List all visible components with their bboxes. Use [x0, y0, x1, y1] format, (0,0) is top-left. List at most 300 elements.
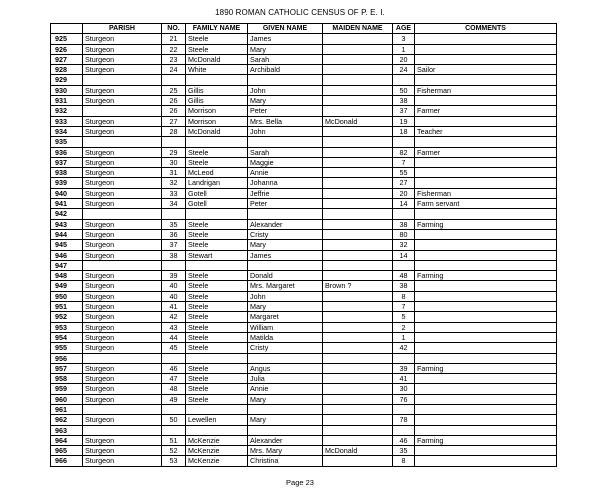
table-row	[51, 44, 557, 54]
cell-family-name: Gotell	[186, 199, 248, 209]
cell-family-name: McKenzie	[186, 446, 248, 456]
cell-comments	[415, 302, 557, 312]
cell-row-number: 942	[51, 209, 83, 219]
cell-given-name: Annie	[248, 384, 323, 394]
header-age: AGE	[393, 24, 415, 34]
cell-row-number: 957	[51, 363, 83, 373]
cell-no: 33	[162, 188, 186, 198]
cell-row-number: 943	[51, 219, 83, 229]
cell-family-name	[186, 209, 248, 219]
cell-row-number: 954	[51, 332, 83, 342]
cell-family-name: Steele	[186, 332, 248, 342]
table-row	[51, 281, 557, 291]
cell-parish: Sturgeon	[83, 312, 162, 322]
cell-comments	[415, 394, 557, 404]
cell-no	[162, 425, 186, 435]
cell-no: 42	[162, 312, 186, 322]
cell-comments: Farming	[415, 435, 557, 445]
table-row	[51, 425, 557, 435]
cell-comments	[415, 281, 557, 291]
cell-row-number: 950	[51, 291, 83, 301]
cell-no	[162, 404, 186, 414]
cell-no: 40	[162, 281, 186, 291]
header-given-name: GIVEN NAME	[248, 24, 323, 34]
cell-age: 2	[393, 322, 415, 332]
cell-age: 50	[393, 85, 415, 95]
cell-maiden-name	[323, 209, 393, 219]
cell-parish: Sturgeon	[83, 374, 162, 384]
cell-maiden-name	[323, 322, 393, 332]
cell-maiden-name	[323, 106, 393, 116]
cell-no: 30	[162, 157, 186, 167]
cell-age: 39	[393, 363, 415, 373]
cell-no	[162, 353, 186, 363]
cell-row-number: 935	[51, 137, 83, 147]
cell-age	[393, 209, 415, 219]
cell-row-number: 961	[51, 404, 83, 414]
cell-parish: Sturgeon	[83, 147, 162, 157]
cell-no: 40	[162, 291, 186, 301]
cell-no: 49	[162, 394, 186, 404]
cell-row-number: 958	[51, 374, 83, 384]
cell-parish: Sturgeon	[83, 291, 162, 301]
header-no: NO.	[162, 24, 186, 34]
cell-maiden-name	[323, 374, 393, 384]
cell-comments: Farmer	[415, 106, 557, 116]
cell-no: 22	[162, 44, 186, 54]
cell-given-name	[248, 137, 323, 147]
cell-family-name: McDonald	[186, 54, 248, 64]
table-row	[51, 54, 557, 64]
cell-maiden-name	[323, 394, 393, 404]
cell-family-name: Steele	[186, 291, 248, 301]
table-row	[51, 332, 557, 342]
cell-family-name: Steele	[186, 374, 248, 384]
cell-given-name	[248, 425, 323, 435]
cell-age: 20	[393, 188, 415, 198]
cell-age: 37	[393, 106, 415, 116]
cell-no	[162, 137, 186, 147]
cell-age	[393, 404, 415, 414]
cell-row-number: 927	[51, 54, 83, 64]
cell-given-name	[248, 209, 323, 219]
cell-family-name: McKenzie	[186, 456, 248, 466]
cell-family-name	[186, 260, 248, 270]
cell-parish: Sturgeon	[83, 116, 162, 126]
cell-given-name: Margaret	[248, 312, 323, 322]
cell-age: 55	[393, 168, 415, 178]
table-body	[51, 34, 557, 466]
cell-family-name: Steele	[186, 363, 248, 373]
table-row	[51, 229, 557, 239]
page-number: Page 23	[286, 478, 314, 487]
census-table	[50, 23, 557, 467]
cell-age: 32	[393, 240, 415, 250]
cell-parish: Sturgeon	[83, 199, 162, 209]
cell-comments: Farmer	[415, 147, 557, 157]
cell-no: 53	[162, 456, 186, 466]
cell-comments	[415, 168, 557, 178]
cell-parish: Sturgeon	[83, 188, 162, 198]
cell-no: 37	[162, 240, 186, 250]
cell-row-number: 949	[51, 281, 83, 291]
table-row	[51, 219, 557, 229]
cell-given-name: Mrs. Bella	[248, 116, 323, 126]
cell-row-number: 926	[51, 44, 83, 54]
cell-row-number: 959	[51, 384, 83, 394]
cell-maiden-name	[323, 435, 393, 445]
cell-maiden-name	[323, 404, 393, 414]
cell-maiden-name	[323, 34, 393, 44]
cell-no: 27	[162, 116, 186, 126]
cell-row-number: 966	[51, 456, 83, 466]
cell-parish	[83, 353, 162, 363]
cell-comments	[415, 353, 557, 363]
cell-no: 32	[162, 178, 186, 188]
cell-parish	[83, 106, 162, 116]
cell-given-name: Peter	[248, 106, 323, 116]
cell-row-number: 940	[51, 188, 83, 198]
cell-no: 23	[162, 54, 186, 64]
cell-row-number: 932	[51, 106, 83, 116]
cell-maiden-name	[323, 260, 393, 270]
cell-parish: Sturgeon	[83, 456, 162, 466]
cell-maiden-name	[323, 126, 393, 136]
cell-given-name: Mrs. Mary	[248, 446, 323, 456]
cell-row-number: 964	[51, 435, 83, 445]
cell-maiden-name	[323, 332, 393, 342]
cell-parish: Sturgeon	[83, 384, 162, 394]
header-row-number	[51, 24, 83, 34]
cell-comments: Sailor	[415, 65, 557, 75]
cell-parish: Sturgeon	[83, 250, 162, 260]
cell-family-name	[186, 404, 248, 414]
cell-maiden-name	[323, 271, 393, 281]
cell-row-number: 925	[51, 34, 83, 44]
cell-age: 38	[393, 281, 415, 291]
cell-family-name: Steele	[186, 384, 248, 394]
cell-maiden-name	[323, 384, 393, 394]
cell-given-name: John	[248, 126, 323, 136]
cell-age: 80	[393, 229, 415, 239]
cell-comments	[415, 446, 557, 456]
cell-maiden-name	[323, 312, 393, 322]
cell-family-name: McLeod	[186, 168, 248, 178]
cell-given-name: James	[248, 34, 323, 44]
table-row	[51, 353, 557, 363]
cell-age: 41	[393, 374, 415, 384]
table-row	[51, 240, 557, 250]
cell-no: 38	[162, 250, 186, 260]
table-row	[51, 312, 557, 322]
cell-parish	[83, 75, 162, 85]
cell-no: 26	[162, 106, 186, 116]
cell-parish: Sturgeon	[83, 157, 162, 167]
cell-family-name: Steele	[186, 271, 248, 281]
cell-given-name: Sarah	[248, 147, 323, 157]
cell-parish: Sturgeon	[83, 281, 162, 291]
cell-parish	[83, 137, 162, 147]
table-row	[51, 85, 557, 95]
cell-given-name: Cristy	[248, 343, 323, 353]
cell-family-name: Steele	[186, 219, 248, 229]
cell-no	[162, 209, 186, 219]
cell-maiden-name	[323, 250, 393, 260]
cell-comments	[415, 250, 557, 260]
cell-no	[162, 260, 186, 270]
cell-parish: Sturgeon	[83, 65, 162, 75]
cell-family-name: White	[186, 65, 248, 75]
table-row	[51, 65, 557, 75]
cell-given-name: Mary	[248, 240, 323, 250]
cell-row-number: 956	[51, 353, 83, 363]
cell-given-name: Mary	[248, 302, 323, 312]
cell-no: 24	[162, 65, 186, 75]
cell-no: 44	[162, 332, 186, 342]
cell-comments	[415, 343, 557, 353]
cell-no: 25	[162, 85, 186, 95]
cell-given-name: John	[248, 85, 323, 95]
cell-given-name: Mary	[248, 394, 323, 404]
cell-family-name	[186, 75, 248, 85]
table-row	[51, 456, 557, 466]
cell-parish	[83, 209, 162, 219]
table-row	[51, 75, 557, 85]
cell-given-name: Mary	[248, 415, 323, 425]
cell-row-number: 934	[51, 126, 83, 136]
cell-family-name: Morrison	[186, 106, 248, 116]
cell-age: 19	[393, 116, 415, 126]
cell-parish: Sturgeon	[83, 343, 162, 353]
cell-no: 26	[162, 96, 186, 106]
table-row	[51, 157, 557, 167]
cell-row-number: 946	[51, 250, 83, 260]
cell-row-number: 936	[51, 147, 83, 157]
cell-comments	[415, 137, 557, 147]
cell-comments: Farm servant	[415, 199, 557, 209]
cell-given-name	[248, 75, 323, 85]
table-row	[51, 363, 557, 373]
cell-row-number: 955	[51, 343, 83, 353]
cell-no: 36	[162, 229, 186, 239]
cell-comments	[415, 116, 557, 126]
cell-comments: Farming	[415, 363, 557, 373]
cell-comments	[415, 34, 557, 44]
cell-given-name: Christina	[248, 456, 323, 466]
cell-family-name: Steele	[186, 147, 248, 157]
cell-parish: Sturgeon	[83, 126, 162, 136]
cell-family-name: Steele	[186, 34, 248, 44]
cell-parish: Sturgeon	[83, 34, 162, 44]
table-row	[51, 126, 557, 136]
cell-maiden-name	[323, 415, 393, 425]
cell-comments	[415, 178, 557, 188]
cell-maiden-name: McDonald	[323, 116, 393, 126]
cell-comments	[415, 312, 557, 322]
cell-given-name: William	[248, 322, 323, 332]
cell-age	[393, 260, 415, 270]
cell-given-name: James	[248, 250, 323, 260]
cell-no: 47	[162, 374, 186, 384]
cell-maiden-name	[323, 137, 393, 147]
table-row	[51, 291, 557, 301]
cell-maiden-name	[323, 353, 393, 363]
cell-parish: Sturgeon	[83, 229, 162, 239]
table-row	[51, 209, 557, 219]
table-row	[51, 271, 557, 281]
cell-comments: Fisherman	[415, 188, 557, 198]
table-row	[51, 96, 557, 106]
cell-no: 51	[162, 435, 186, 445]
table-row	[51, 343, 557, 353]
cell-age: 18	[393, 126, 415, 136]
cell-no: 43	[162, 322, 186, 332]
cell-maiden-name	[323, 157, 393, 167]
cell-no: 45	[162, 343, 186, 353]
cell-row-number: 938	[51, 168, 83, 178]
cell-family-name: Steele	[186, 157, 248, 167]
cell-family-name: Steele	[186, 302, 248, 312]
cell-row-number: 965	[51, 446, 83, 456]
cell-family-name: McDonald	[186, 126, 248, 136]
cell-family-name: Steele	[186, 322, 248, 332]
cell-given-name: Annie	[248, 168, 323, 178]
cell-given-name	[248, 260, 323, 270]
cell-family-name: Steele	[186, 281, 248, 291]
cell-age: 30	[393, 384, 415, 394]
cell-family-name	[186, 137, 248, 147]
cell-maiden-name	[323, 96, 393, 106]
cell-parish: Sturgeon	[83, 271, 162, 281]
cell-parish: Sturgeon	[83, 178, 162, 188]
cell-maiden-name	[323, 168, 393, 178]
cell-family-name: Steele	[186, 343, 248, 353]
cell-given-name: John	[248, 291, 323, 301]
cell-given-name	[248, 353, 323, 363]
cell-maiden-name	[323, 85, 393, 95]
cell-given-name: Mrs. Margaret	[248, 281, 323, 291]
cell-parish: Sturgeon	[83, 96, 162, 106]
cell-age: 38	[393, 96, 415, 106]
cell-maiden-name	[323, 240, 393, 250]
cell-parish: Sturgeon	[83, 363, 162, 373]
cell-family-name: Landrigan	[186, 178, 248, 188]
cell-no: 21	[162, 34, 186, 44]
header-comments: COMMENTS	[415, 24, 557, 34]
cell-row-number: 952	[51, 312, 83, 322]
cell-row-number: 937	[51, 157, 83, 167]
cell-given-name: Matilda	[248, 332, 323, 342]
table-row	[51, 147, 557, 157]
table-row	[51, 384, 557, 394]
cell-maiden-name	[323, 291, 393, 301]
cell-parish: Sturgeon	[83, 332, 162, 342]
cell-maiden-name: McDonald	[323, 446, 393, 456]
cell-comments	[415, 404, 557, 414]
cell-given-name: Maggie	[248, 157, 323, 167]
table-row	[51, 374, 557, 384]
cell-row-number: 951	[51, 302, 83, 312]
cell-parish: Sturgeon	[83, 168, 162, 178]
cell-comments: Farming	[415, 219, 557, 229]
table-row	[51, 404, 557, 414]
cell-row-number: 962	[51, 415, 83, 425]
cell-maiden-name	[323, 229, 393, 239]
cell-given-name: Mary	[248, 96, 323, 106]
cell-comments: Fisherman	[415, 85, 557, 95]
cell-age: 20	[393, 54, 415, 64]
cell-age: 48	[393, 271, 415, 281]
cell-age: 7	[393, 302, 415, 312]
cell-no: 39	[162, 271, 186, 281]
cell-comments	[415, 44, 557, 54]
cell-row-number: 939	[51, 178, 83, 188]
cell-parish: Sturgeon	[83, 302, 162, 312]
cell-maiden-name	[323, 147, 393, 157]
cell-maiden-name: Brown ?	[323, 281, 393, 291]
cell-family-name	[186, 353, 248, 363]
cell-age: 42	[393, 343, 415, 353]
table-row	[51, 188, 557, 198]
cell-comments	[415, 425, 557, 435]
cell-parish: Sturgeon	[83, 44, 162, 54]
header-parish: PARISH	[83, 24, 162, 34]
cell-comments	[415, 415, 557, 425]
table-row	[51, 302, 557, 312]
cell-comments	[415, 374, 557, 384]
cell-no: 50	[162, 415, 186, 425]
table-row	[51, 106, 557, 116]
cell-no: 31	[162, 168, 186, 178]
cell-maiden-name	[323, 75, 393, 85]
cell-given-name: Alexander	[248, 435, 323, 445]
table-row	[51, 178, 557, 188]
cell-parish: Sturgeon	[83, 54, 162, 64]
cell-given-name: Archibald	[248, 65, 323, 75]
cell-age: 82	[393, 147, 415, 157]
cell-maiden-name	[323, 343, 393, 353]
cell-family-name: Gotell	[186, 188, 248, 198]
cell-family-name: McKenzie	[186, 435, 248, 445]
cell-comments	[415, 209, 557, 219]
cell-comments	[415, 240, 557, 250]
cell-row-number: 953	[51, 322, 83, 332]
cell-given-name: Jeffrie	[248, 188, 323, 198]
table-row	[51, 137, 557, 147]
cell-row-number: 948	[51, 271, 83, 281]
cell-comments: Farming	[415, 271, 557, 281]
cell-age	[393, 137, 415, 147]
cell-no: 52	[162, 446, 186, 456]
cell-maiden-name	[323, 199, 393, 209]
cell-no: 29	[162, 147, 186, 157]
cell-given-name: Donald	[248, 271, 323, 281]
cell-age: 7	[393, 157, 415, 167]
cell-maiden-name	[323, 363, 393, 373]
cell-given-name: Johanna	[248, 178, 323, 188]
cell-given-name: Angus	[248, 363, 323, 373]
cell-comments	[415, 157, 557, 167]
cell-family-name: Gillis	[186, 96, 248, 106]
cell-given-name: Mary	[248, 44, 323, 54]
cell-no	[162, 75, 186, 85]
cell-age: 14	[393, 199, 415, 209]
cell-age: 1	[393, 44, 415, 54]
cell-age: 8	[393, 456, 415, 466]
cell-row-number: 947	[51, 260, 83, 270]
cell-row-number: 928	[51, 65, 83, 75]
cell-maiden-name	[323, 54, 393, 64]
